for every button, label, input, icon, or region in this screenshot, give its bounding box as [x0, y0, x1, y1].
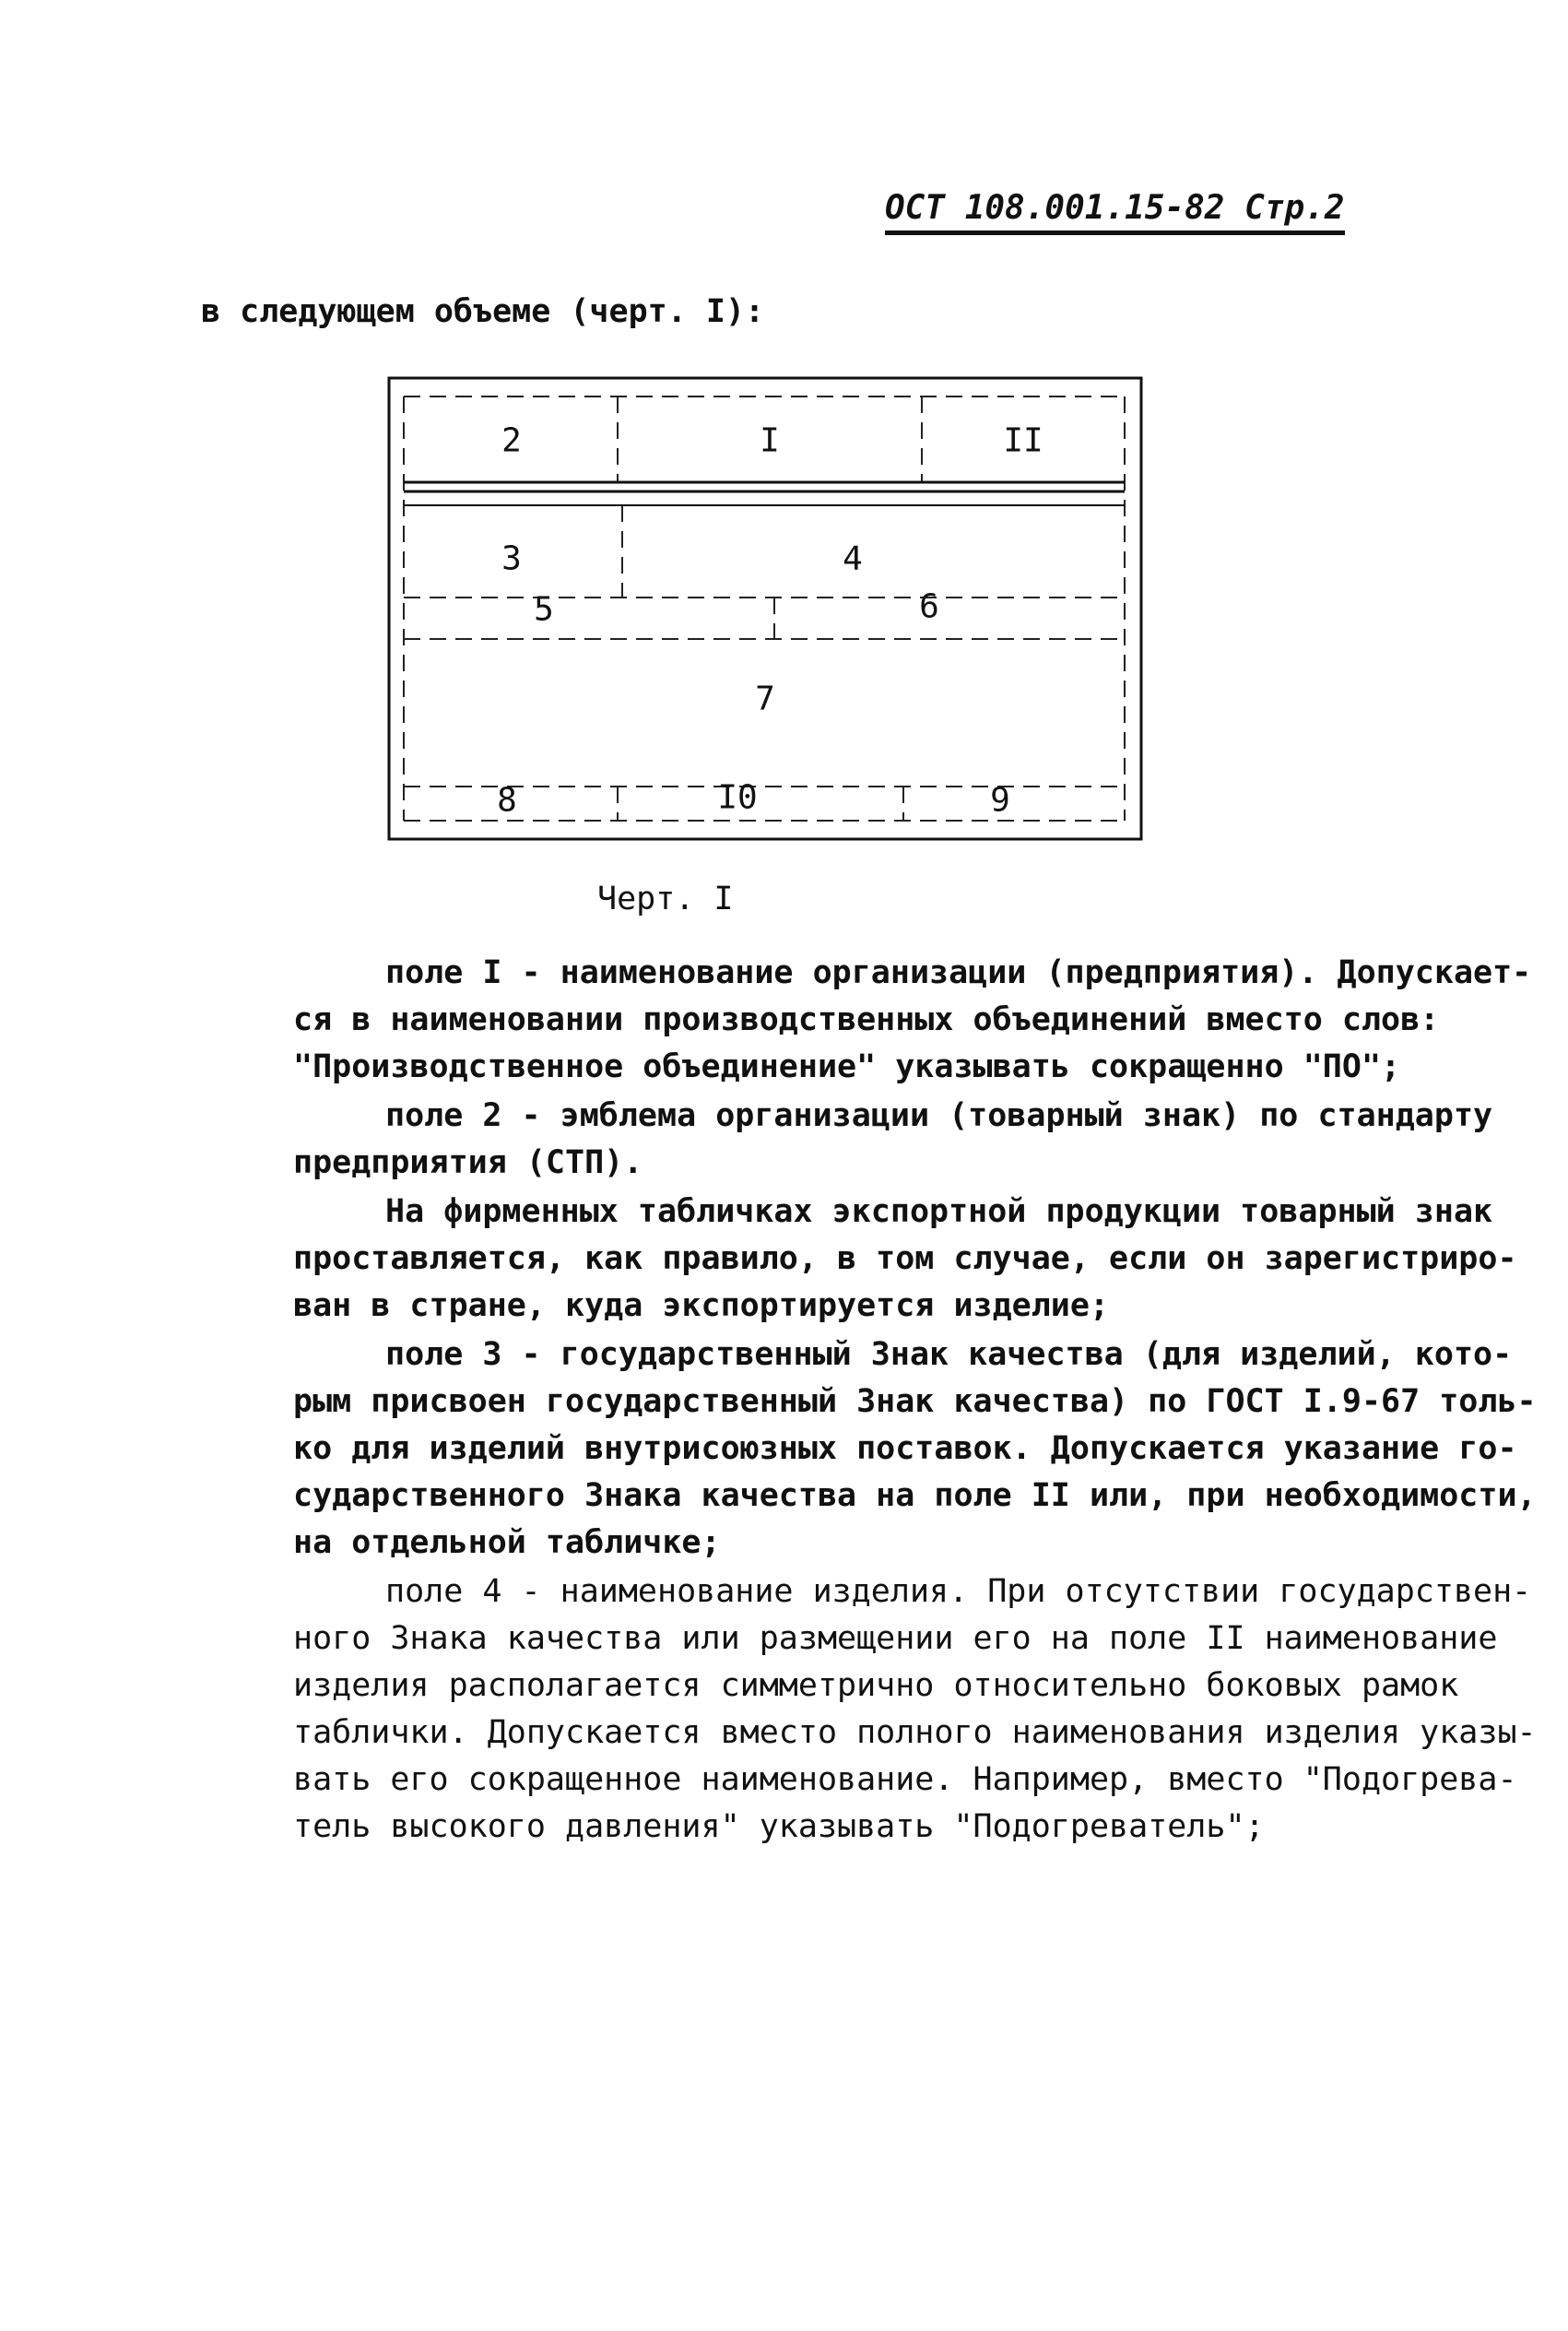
text-line: ко для изделий внутрисоюзных поставок. Допускается указание го- [293, 1430, 1517, 1467]
text-line: "Производственное объединение" указывать сокращенно "ПО"; [293, 1048, 1401, 1085]
field-label-5: 5 [534, 590, 554, 629]
field-label-7: 7 [755, 680, 775, 718]
intro-text: в следующем объеме (черт. I): [201, 293, 765, 330]
text-line: проставляется, как правило, в том случае, если он зарегистриро- [293, 1240, 1517, 1277]
nameplate-diagram [387, 376, 1143, 842]
text-line: ся в наименовании производственных объединений вместо слов: [293, 1001, 1440, 1038]
field-label-9: 9 [990, 781, 1010, 820]
text-line: На фирменных табличках экспортной продукции товарный знак [385, 1193, 1493, 1230]
text-line: сударственного Знака качества на поле II или, при необходимости, [293, 1477, 1537, 1514]
text-line: поле 4 - наименование изделия. При отсутствии государствен- [385, 1573, 1532, 1610]
field-label-3: 3 [501, 539, 522, 578]
field-label-6: 6 [919, 587, 939, 626]
field-label-8: 8 [497, 781, 517, 820]
paragraph-field-2 [201, 1093, 1493, 1187]
text-line: поле 2 - эмблема организации (товарный знак) по стандарту [385, 1097, 1493, 1134]
figure-caption: Черт. I [597, 881, 734, 917]
document-header: ОСТ 108.001.15-82 Стр.2 [885, 189, 1345, 235]
text-line: изделия располагается симметрично относительно боковых рамок [293, 1667, 1459, 1704]
paragraph-field-1 [201, 950, 1532, 1091]
text-line: вать его сокращенное наименование. Например, вместо "Подогрева- [293, 1761, 1517, 1798]
field-label-10: I0 [717, 778, 758, 817]
text-line: рым присвоен государственный Знак качества) по ГОСТ I.9-67 толь- [293, 1383, 1537, 1420]
text-line: тель высокого давления" указывать "Подогреватель"; [293, 1808, 1265, 1845]
text-line: поле 3 - государственный Знак качества (для изделий, кото- [385, 1336, 1513, 1373]
field-label-11: II [1003, 421, 1043, 460]
paragraph-field-4 [201, 1568, 1537, 1851]
text-line: поле I - наименование организации (предприятия). Допускает- [385, 954, 1532, 991]
text-line: ван в стране, куда экспортируется изделие; [293, 1287, 1110, 1324]
field-label-2: 2 [501, 421, 522, 460]
paragraph-export-trademark [201, 1189, 1517, 1330]
field-label-4: 4 [843, 539, 863, 578]
text-line: ного Знака качества или размещении его на поле II наименование [293, 1620, 1498, 1657]
paragraph-field-3 [201, 1331, 1537, 1567]
text-line: таблички. Допускается вместо полного наименования изделия указы- [293, 1714, 1537, 1751]
text-line: предприятия (СТП). [293, 1144, 643, 1181]
text-line: на отдельной табличке; [293, 1524, 721, 1561]
field-label-1: I [760, 421, 780, 460]
body-text [201, 950, 1537, 1851]
